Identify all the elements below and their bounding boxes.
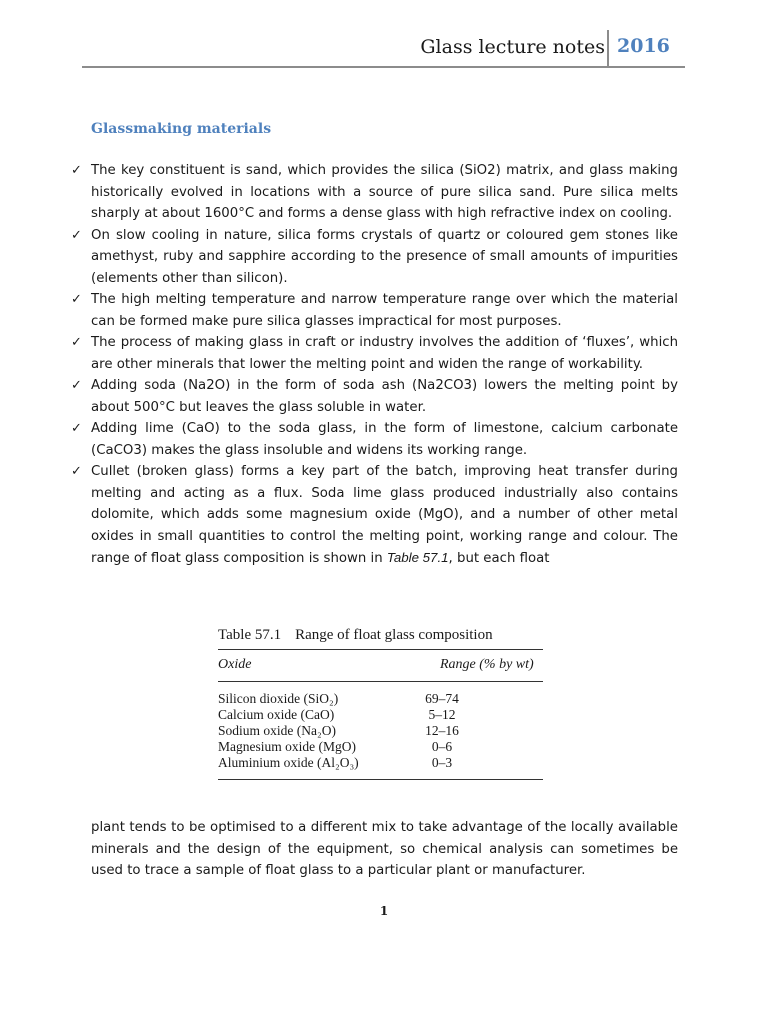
bullet-item	[70, 225, 678, 290]
section-heading: Glassmaking materials	[91, 121, 272, 137]
cell-range: 0–3	[431, 755, 453, 770]
cell-range: 12–16	[425, 723, 459, 738]
table-bottom-rule	[218, 779, 543, 780]
bullet-text: The key constituent is sand, which provides the silica (SiO2) matrix, and glass making historically evolved in locations with a source of pure silica sand. Pure silica melts sharply at about 1600°C and forms a dense glass with high refractive index on cooling.	[91, 163, 678, 221]
header-year: 2016	[617, 35, 670, 57]
continuation-paragraph: plant tends to be optimised to a different mix to take advantage of the locally available minerals and the design of the equipment, so chemical analysis can sometimes be used to trace a sample of float glass to a particular plant or manufacturer.	[91, 820, 678, 878]
checkmark-icon: ✓	[71, 292, 82, 307]
bullet-item	[70, 418, 678, 461]
bullet-item	[70, 332, 678, 375]
checkmark-icon: ✓	[71, 464, 82, 479]
bullet-text: Cullet (broken glass) forms a key part of the batch, improving heat transfer during melting and acting as a flux. Soda lime glass produced industrially also contains dolomite, which adds some magnesium oxide (MgO), and a number of other metal oxides in small quantities to control the melting point, working range and colour. The range of float glass composition is shown in	[91, 464, 678, 566]
cell-oxide: Silicon dioxide (SiO₂)	[218, 691, 339, 706]
bullet-text-tail: , but each float	[448, 551, 550, 566]
table-body	[218, 682, 543, 779]
table-row	[218, 723, 543, 739]
table-row	[218, 707, 543, 723]
bullet-item	[70, 375, 678, 418]
table-reference: Table 57.1	[386, 550, 449, 565]
table-caption	[218, 627, 543, 649]
cell-range: 69–74	[425, 691, 459, 706]
cell-oxide: Magnesium oxide (MgO)	[218, 739, 356, 754]
bullet-text: On slow cooling in nature, silica forms crystals of quartz or coloured gem stones like amethyst, ruby and sapphire according to the presence of small amounts of impurities (elements other than silicon).	[91, 227, 678, 286]
table-caption-text: Range of float glass composition	[295, 627, 493, 643]
checkmark-icon: ✓	[71, 335, 82, 350]
cell-oxide: Calcium oxide (CaO)	[218, 707, 335, 722]
checkmark-icon: ✓	[71, 163, 82, 178]
bullet-item	[70, 160, 678, 225]
composition-table	[218, 627, 543, 780]
column-header-range: Range (% by wt)	[440, 657, 534, 672]
cell-range: 0–6	[431, 739, 453, 754]
table-label: Table 57.1	[218, 627, 282, 643]
checkmark-icon: ✓	[71, 378, 82, 393]
header-separator	[607, 30, 609, 66]
checkmark-icon: ✓	[71, 421, 82, 436]
page-header	[82, 30, 685, 68]
table-row	[218, 739, 543, 755]
bullet-text: Adding soda (Na2O) in the form of soda ash (Na2CO3) lowers the melting point by about 500°C but leaves the glass soluble in water.	[91, 378, 678, 415]
bullet-text: Adding lime (CaO) to the soda glass, in the form of limestone, calcium carbonate (CaCO3) makes the glass insoluble and widens its working range.	[91, 421, 678, 458]
bullet-text: The process of making glass in craft or industry involves the addition of ‘fluxes’, which are other minerals that lower the melting point and widen the range of workability.	[91, 335, 678, 372]
bullet-item	[70, 461, 678, 570]
header-title: Glass lecture notes	[420, 36, 605, 58]
table-row	[218, 691, 543, 707]
bullet-item	[70, 289, 678, 332]
column-header-oxide: Oxide	[218, 657, 252, 672]
page-number: 1	[379, 904, 389, 918]
checkmark-icon: ✓	[71, 227, 82, 243]
bullet-list	[70, 160, 678, 570]
table-header-row	[218, 650, 543, 681]
cell-oxide: Sodium oxide (Na₂O)	[218, 723, 336, 738]
table-row	[218, 755, 543, 771]
bullet-text: The high melting temperature and narrow temperature range over which the material can be formed make pure silica glasses impractical for most purposes.	[91, 292, 678, 329]
cell-range: 5–12	[428, 707, 456, 722]
cell-oxide: Aluminium oxide (Al₂O₃)	[218, 755, 359, 770]
